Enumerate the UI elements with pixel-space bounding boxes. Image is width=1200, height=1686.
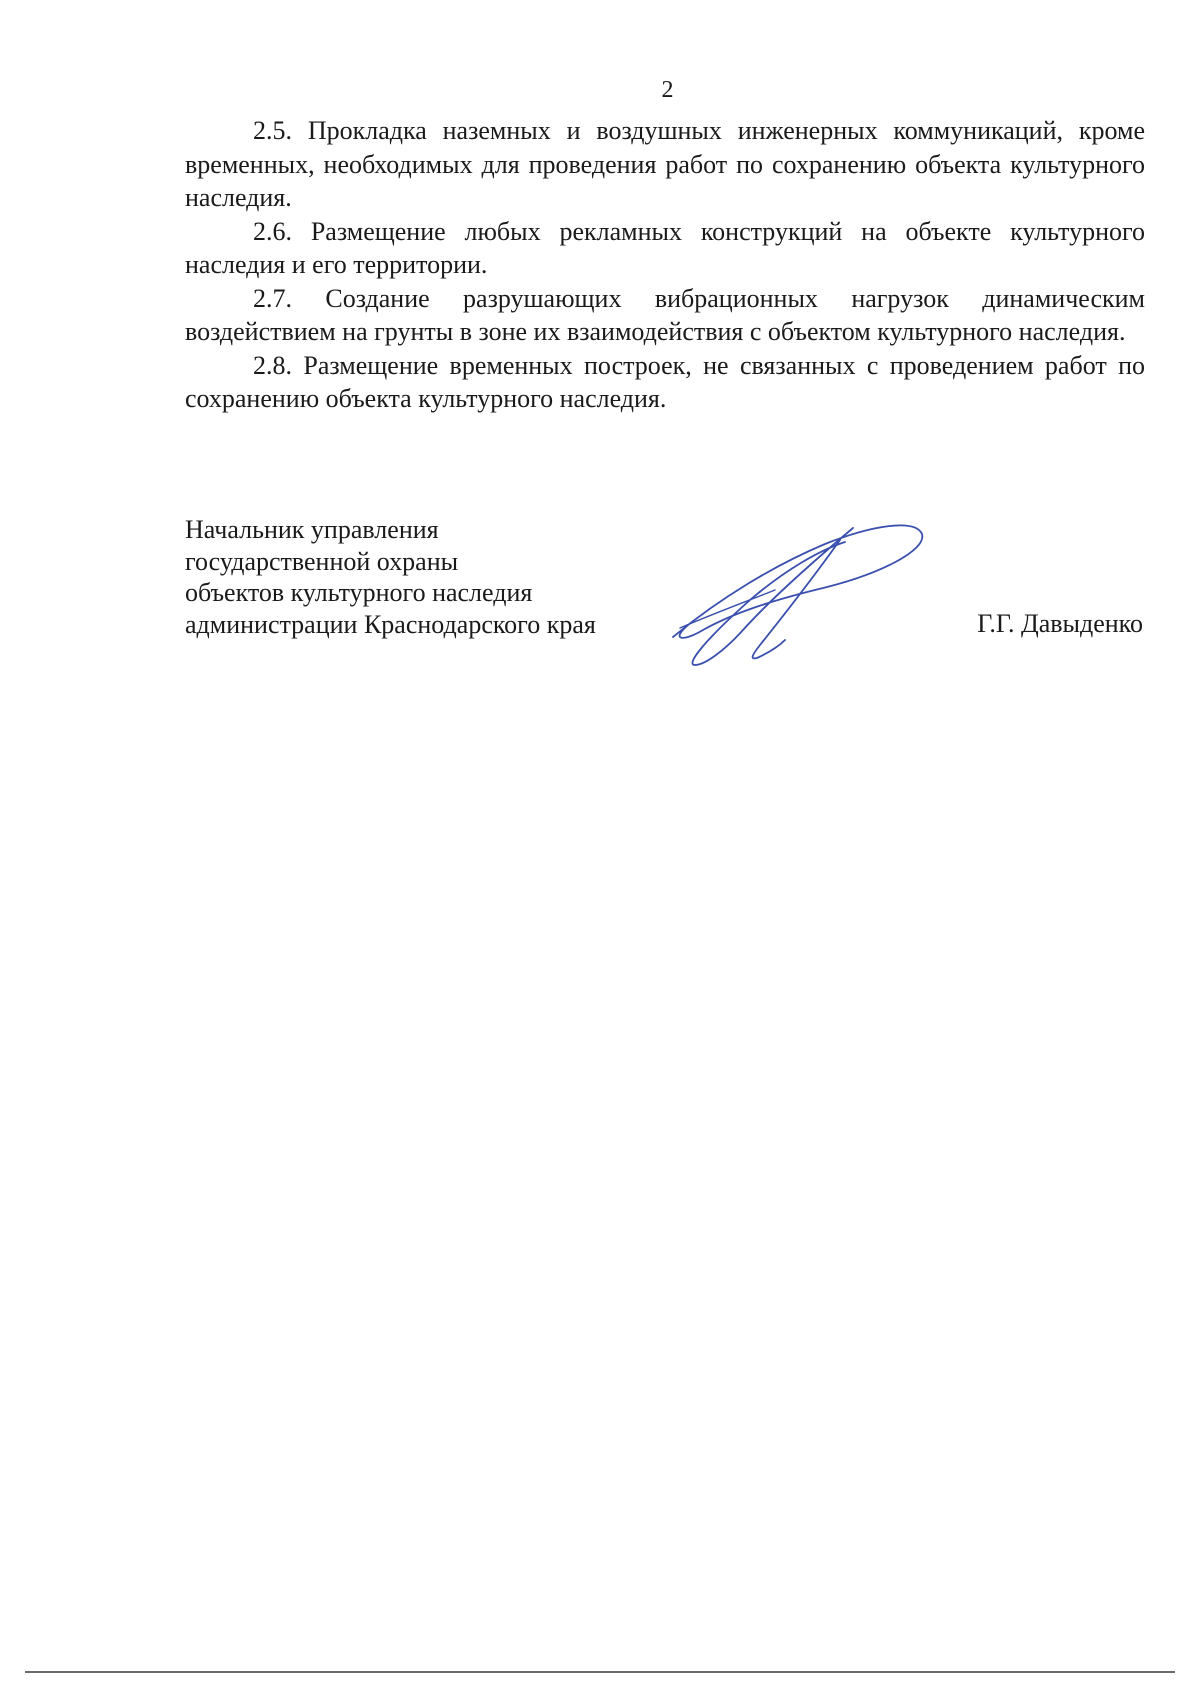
signature-stroke [673, 525, 922, 637]
clause-2-7: 2.7. Создание разрушающих вибрационных нагрузок динамическим воздействием на грунты в зоне их взаимодействия с объектом культурного наследия. [185, 283, 1145, 346]
page-number: 2 [661, 77, 674, 103]
signer-position-line: государственной охраны [185, 546, 459, 576]
clause-2-5: 2.5. Прокладка наземных и воздушных инженерных коммуникаций, кроме временных, необходимых для проведения работ по сохранению объекта культурного наследия. [185, 116, 1145, 212]
signer-position-line: администрации Краснодарского края [185, 609, 596, 639]
document-body [185, 114, 1145, 416]
handwritten-signature [665, 520, 930, 670]
scan-edge-line [25, 1671, 1175, 1673]
signer-position [185, 514, 596, 640]
signer-name: Г.Г. Давыденко [977, 609, 1143, 638]
signature-stroke [692, 528, 853, 665]
clause-2-6: 2.6. Размещение любых рекламных конструкций на объекте культурного наследия и его территории. [185, 216, 1145, 279]
signer-position-line: Начальник управления [185, 515, 439, 544]
clause-2-8: 2.8. Размещение временных построек, не связанных с проведением работ по сохранению объекта культурного наследия. [185, 350, 1145, 413]
signer-position-line: объектов культурного наследия [185, 578, 533, 607]
